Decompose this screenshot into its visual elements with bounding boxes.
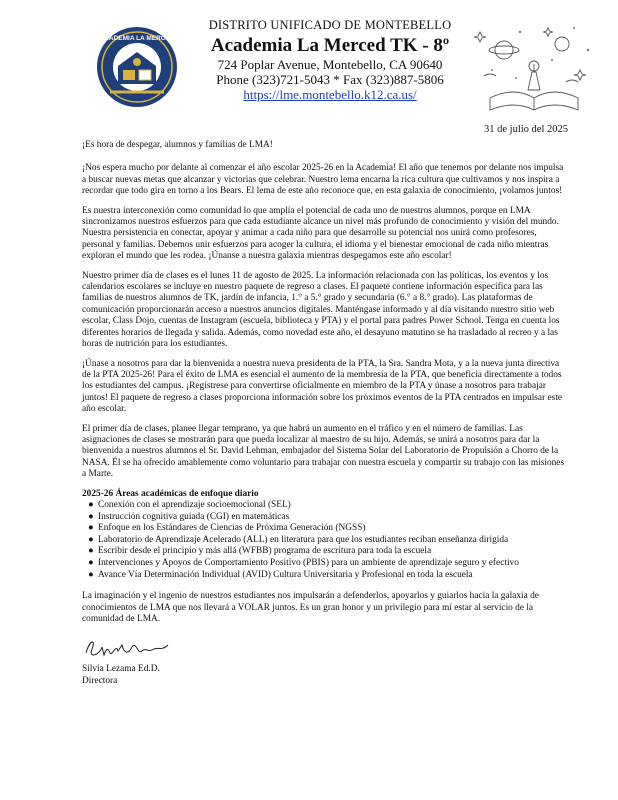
handwritten-signature [82,633,172,663]
focus-areas-title: 2025-26 Áreas académicas de enfoque diario [82,488,259,499]
svg-text:ACADEMIA LA MERCED: ACADEMIA LA MERCED [99,35,175,42]
letter-body [82,140,568,687]
paragraph: Es nuestra interconexión como comunidad lo que amplía el potencial de cada uno de nuestros alumnos, porque en LMA sincronizamos nuestros esfuerzos para que cada estudiante alcance un nivel más profundo de conocimiento y visión del mundo. Nuestra persistencia en conectar, apoyar y animar a cada niño para que desarrolle su potencial nos unirá como profesores, personal y familias. Debemos unir esfuerzos para acoger la cultura, el idioma y el bienestar emocional de cada niño mientras exploran el mundo que les rodea. ¡Únanse a nuestra galaxia mientras despegamos este año escolar! [82,205,559,262]
signer-name: Silvia Lezama Ed.D. [82,664,160,675]
list-item: ● Laboratorio de Aprendizaje Acelerado (ALL) en literatura para que los estudiantes reciban enseñanza dirigida [88,534,509,545]
focus-areas-list [82,500,568,581]
bullet-icon: ● [88,546,94,557]
school-website-link[interactable]: https://lme.montebello.k12.ca.us/ [243,87,417,102]
list-item: ● Escribir desde el principio y más allá (WFBB) programa de escritura para toda la escuela [88,546,432,557]
school-name: Academia La Merced TK - 8º [210,35,450,56]
letter-date: 31 de julio del 2025 [484,124,568,135]
letterhead [190,18,470,102]
paragraph: ¡Únase a nosotros para dar la bienvenida a nuestra nueva presidenta de la PTA, la Sra. Sandra Mota, y a la nueva junta directiva de la PTA 2025-26! Para el éxito de LMA es esencial el aumento de la membresía de la PTA, que beneficia directamente a todos los estudiantes del campus. ¡Regístrese para convertirse oficialmente en miembro de la PTA y únase a nosotros para trabajar juntos! El paquete de regreso a clases proporciona información sobre los próximos eventos de la PTA centrados en impulsar este año escolar. [82,358,563,415]
closing-paragraph: La imaginación y el ingenio de nuestros estudiantes nos impulsarán a defenderlos, apoyarlos y guiarlos hacia la galaxia de conocimientos de LMA que nos llevará a VOLAR juntos. Es un gran honor y un privilegio para mí estar al servicio de la comunidad de LMA. [82,591,539,624]
bullet-icon: ● [88,523,94,534]
list-item: ● Instrucción cognitiva guiada (CGI) en matemáticas [88,511,290,522]
list-item: ● Avance Vía Determinación Individual (AVID) Cultura Universitaria y Profesional en toda la escuela [88,569,473,580]
bullet-icon: ● [88,534,94,545]
list-item: ● Intervenciones y Apoyos de Comportamiento Positivo (PBIS) para un ambiente de aprendizaje seguro y efectivo [88,557,519,568]
bullet-icon: ● [88,511,94,522]
district-name: DISTRITO UNIFICADO DE MONTEBELLO [208,18,452,32]
school-phone-fax: Phone (323)721-5043 * Fax (323)887-5806 [216,72,444,87]
school-address: 724 Poplar Avenue, Montebello, CA 90640 [217,57,443,72]
list-item: ● Conexión con el aprendizaje socioemocional (SEL) [88,499,291,510]
paragraph: Nuestro primer día de clases es el lunes 11 de agosto de 2025. La información relacionada con las políticas, los eventos y los calendarios escolares se incluye en nuestro paquete de regreso a clases. El paquete contiene información específica para las familias de nuestros alumnos de TK, jardín de infancia, 1.° a 5.° grado y secundaria (6.° a 8.° grado). Las plataformas de comunicación proporcionarán acceso a nuestros anuncios digitales. Manténgase informado y al día visitando nuestro sitio web escolar, Class Dojo, cuentas de Instagram (escuela, biblioteca y PTA) y el portal para padres Power School. Tenga en cuenta los diferentes horarios de llegada y salida. Además, como novedad este año, el desayuno matutino se ha trasladado al recreo y a las horas de nutrición para los estudiantes. [82,270,560,350]
space-book-illustration [470,20,598,116]
greeting: ¡Es hora de despegar, alumnos y familias de LMA! [82,140,273,150]
paragraph: El primer día de clases, planee llegar temprano, ya que habrá un aumento en el tráfico y en el número de familias. Las asignaciones de clases se mostrarán para que pueda localizar al maestro de su hijo. Además, se unirá a nosotros para dar la bienvenida a nuestros alumnos el Sr. David Lehman, embajador del Sistema Solar del Laboratorio de Propulsión a Chorro de la NASA. Él se ha ofrecido amablemente como voluntario para trabajar con nuestra escuela y compartir su trabajo con las misiones a Marte. [82,423,565,480]
bullet-icon: ● [88,499,94,510]
school-crest-logo [96,26,178,108]
list-item: ● Enfoque en los Estándares de Ciencias de Próxima Generación (NGSS) [88,523,366,534]
bullet-icon: ● [88,569,94,580]
signer-title: Directora [82,676,118,687]
paragraph: ¡Nos espera mucho por delante al comenzar el año escolar 2025-26 en la Academia! El año que tenemos por delante nos impulsa a buscar nuevas metas que alcanzar y victorias que celebrar. Nuestro lema encarna la rica cultura que cultivamos y nos inspira a recordar que todo gira en torno a los Bears. El lema de este año reconoce que, en esta galaxia de conocimiento, ¡volamos juntos! [82,163,564,197]
bullet-icon: ● [88,557,94,568]
